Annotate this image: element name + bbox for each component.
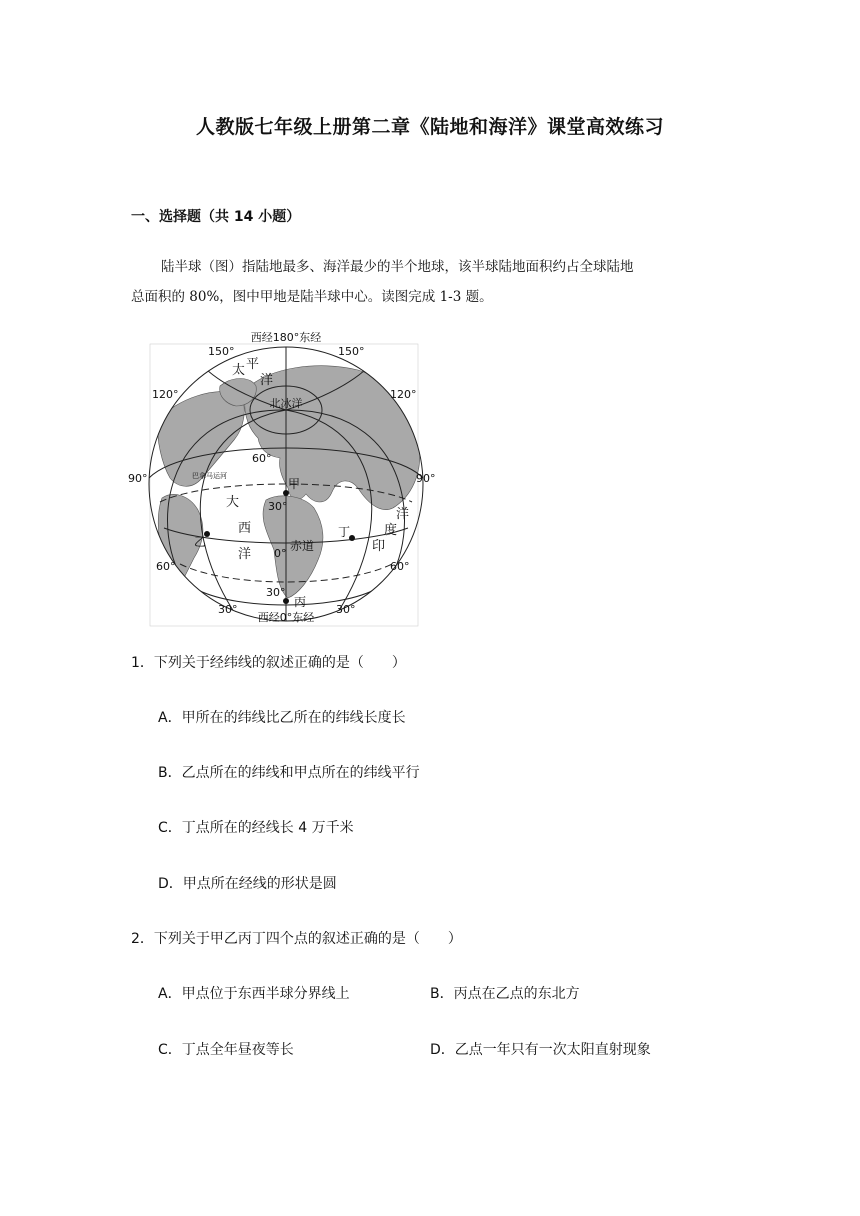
indian-label-1: 印 [372, 539, 386, 554]
lat-label-30s: 30° [266, 586, 286, 599]
point-ding-label: 丁 [338, 525, 351, 539]
question-1-option-a: A．甲所在的纬线比乙所在的纬线长度长 [158, 710, 406, 726]
top-longitude-label: 西经180°东经 [250, 331, 322, 344]
lon-label-30-left: 30° [218, 603, 238, 616]
indian-label-2: 度 [384, 523, 398, 538]
lon-label-60-right: 60° [390, 560, 410, 573]
pacific-label-3: 洋 [260, 373, 274, 388]
point-bing-label: 丙 [294, 595, 307, 609]
document-title: 人教版七年级上册第二章《陆地和海洋》课堂高效练习 [195, 116, 664, 138]
indian-label-3: 洋 [396, 507, 410, 522]
question-2-option-c: C．丁点全年昼夜等长 [158, 1042, 294, 1058]
section-heading: 一、选择题（共 14 小题） [131, 209, 301, 225]
intro-line-2: 总面积的 80%，图中甲地是陆半球中心。读图完成 1-3 题。 [131, 289, 493, 305]
atlantic-label-1: 大 [226, 495, 240, 510]
atlantic-label-3: 洋 [238, 547, 252, 562]
lat-label-30n: 30° [268, 500, 288, 513]
question-2-stem: 2．下列关于甲乙丙丁四个点的叙述正确的是（ ） [131, 931, 462, 947]
lat-label-0: 0° [274, 547, 287, 560]
land-hemisphere-map [128, 328, 440, 628]
pacific-label-2: 平 [246, 357, 260, 372]
lon-label-30-right: 30° [336, 603, 356, 616]
arctic-label: 北冰洋 [269, 397, 303, 410]
lon-label-150-left: 150° [208, 345, 235, 358]
point-yi-label: 乙 [194, 535, 207, 549]
question-1-option-b: B．乙点所在的纬线和甲点所在的纬线平行 [158, 765, 420, 781]
question-1-option-c: C．丁点所在的经线长 4 万千米 [158, 820, 354, 836]
point-jia-label: 甲 [288, 477, 301, 491]
lon-label-120-left: 120° [152, 388, 179, 401]
lon-label-90-right: 90° [416, 472, 436, 485]
equator-label: 赤道 [290, 539, 315, 553]
lat-label-60: 60° [252, 452, 272, 465]
lon-label-150-right: 150° [338, 345, 365, 358]
bottom-longitude-label: 西经0°东经 [257, 611, 315, 624]
question-1-stem: 1．下列关于经纬线的叙述正确的是（ ） [131, 655, 406, 671]
panama-canal-label: 巴拿马运河 [192, 472, 227, 480]
intro-paragraph [131, 252, 731, 312]
intro-line-1: 陆半球（图）指陆地最多、海洋最少的半个地球，该半球陆地面积约占全球陆地 [161, 259, 634, 275]
question-2-option-b: B．丙点在乙点的东北方 [430, 986, 580, 1002]
lon-label-120-right: 120° [390, 388, 417, 401]
question-1-option-d: D．甲点所在经线的形状是圆 [158, 876, 337, 892]
lon-label-60-left: 60° [156, 560, 176, 573]
question-2-option-d: D．乙点一年只有一次太阳直射现象 [430, 1042, 651, 1058]
question-2-option-a: A．甲点位于东西半球分界线上 [158, 986, 350, 1002]
pacific-label-1: 太 [232, 363, 246, 378]
atlantic-label-2: 西 [238, 521, 252, 536]
lon-label-90-left: 90° [128, 472, 148, 485]
